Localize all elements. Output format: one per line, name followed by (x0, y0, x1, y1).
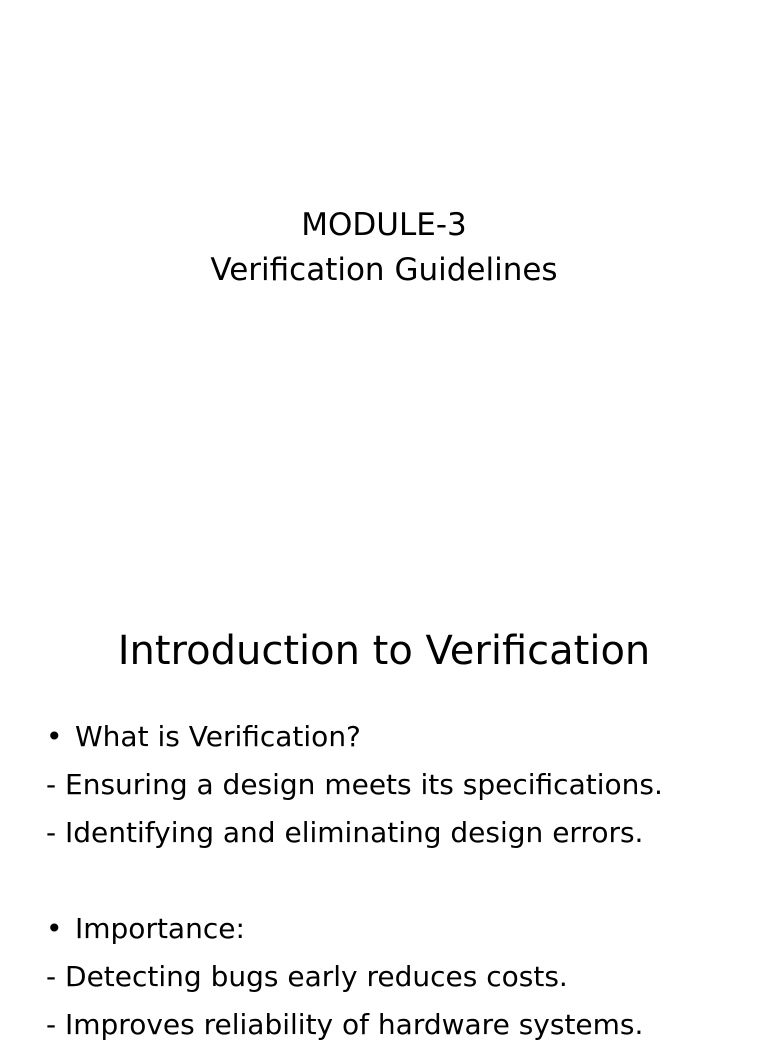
sub-item: - Improves reliability of hardware systems. (46, 1008, 644, 1041)
module-label: MODULE-3 (301, 207, 467, 243)
slide-title (0, 203, 768, 293)
bullet-item (46, 713, 762, 761)
bullet-text: What is Verification? (75, 720, 361, 753)
slide-2 (0, 576, 768, 1041)
spacer (46, 857, 762, 905)
bullet-item (46, 905, 762, 953)
bullet-text: Importance: (75, 912, 245, 945)
sub-item: - Detecting bugs early reduces costs. (46, 960, 568, 993)
sub-item: - Identifying and eliminating design errors. (46, 816, 644, 849)
slide-heading: Introduction to Verification (117, 628, 651, 674)
slide-body (46, 713, 762, 1049)
sub-item: - Ensuring a design meets its specifications. (46, 768, 663, 801)
bullet-icon: • (46, 720, 63, 753)
module-subtitle: Verification Guidelines (210, 252, 558, 288)
bullet-icon: • (46, 912, 63, 945)
